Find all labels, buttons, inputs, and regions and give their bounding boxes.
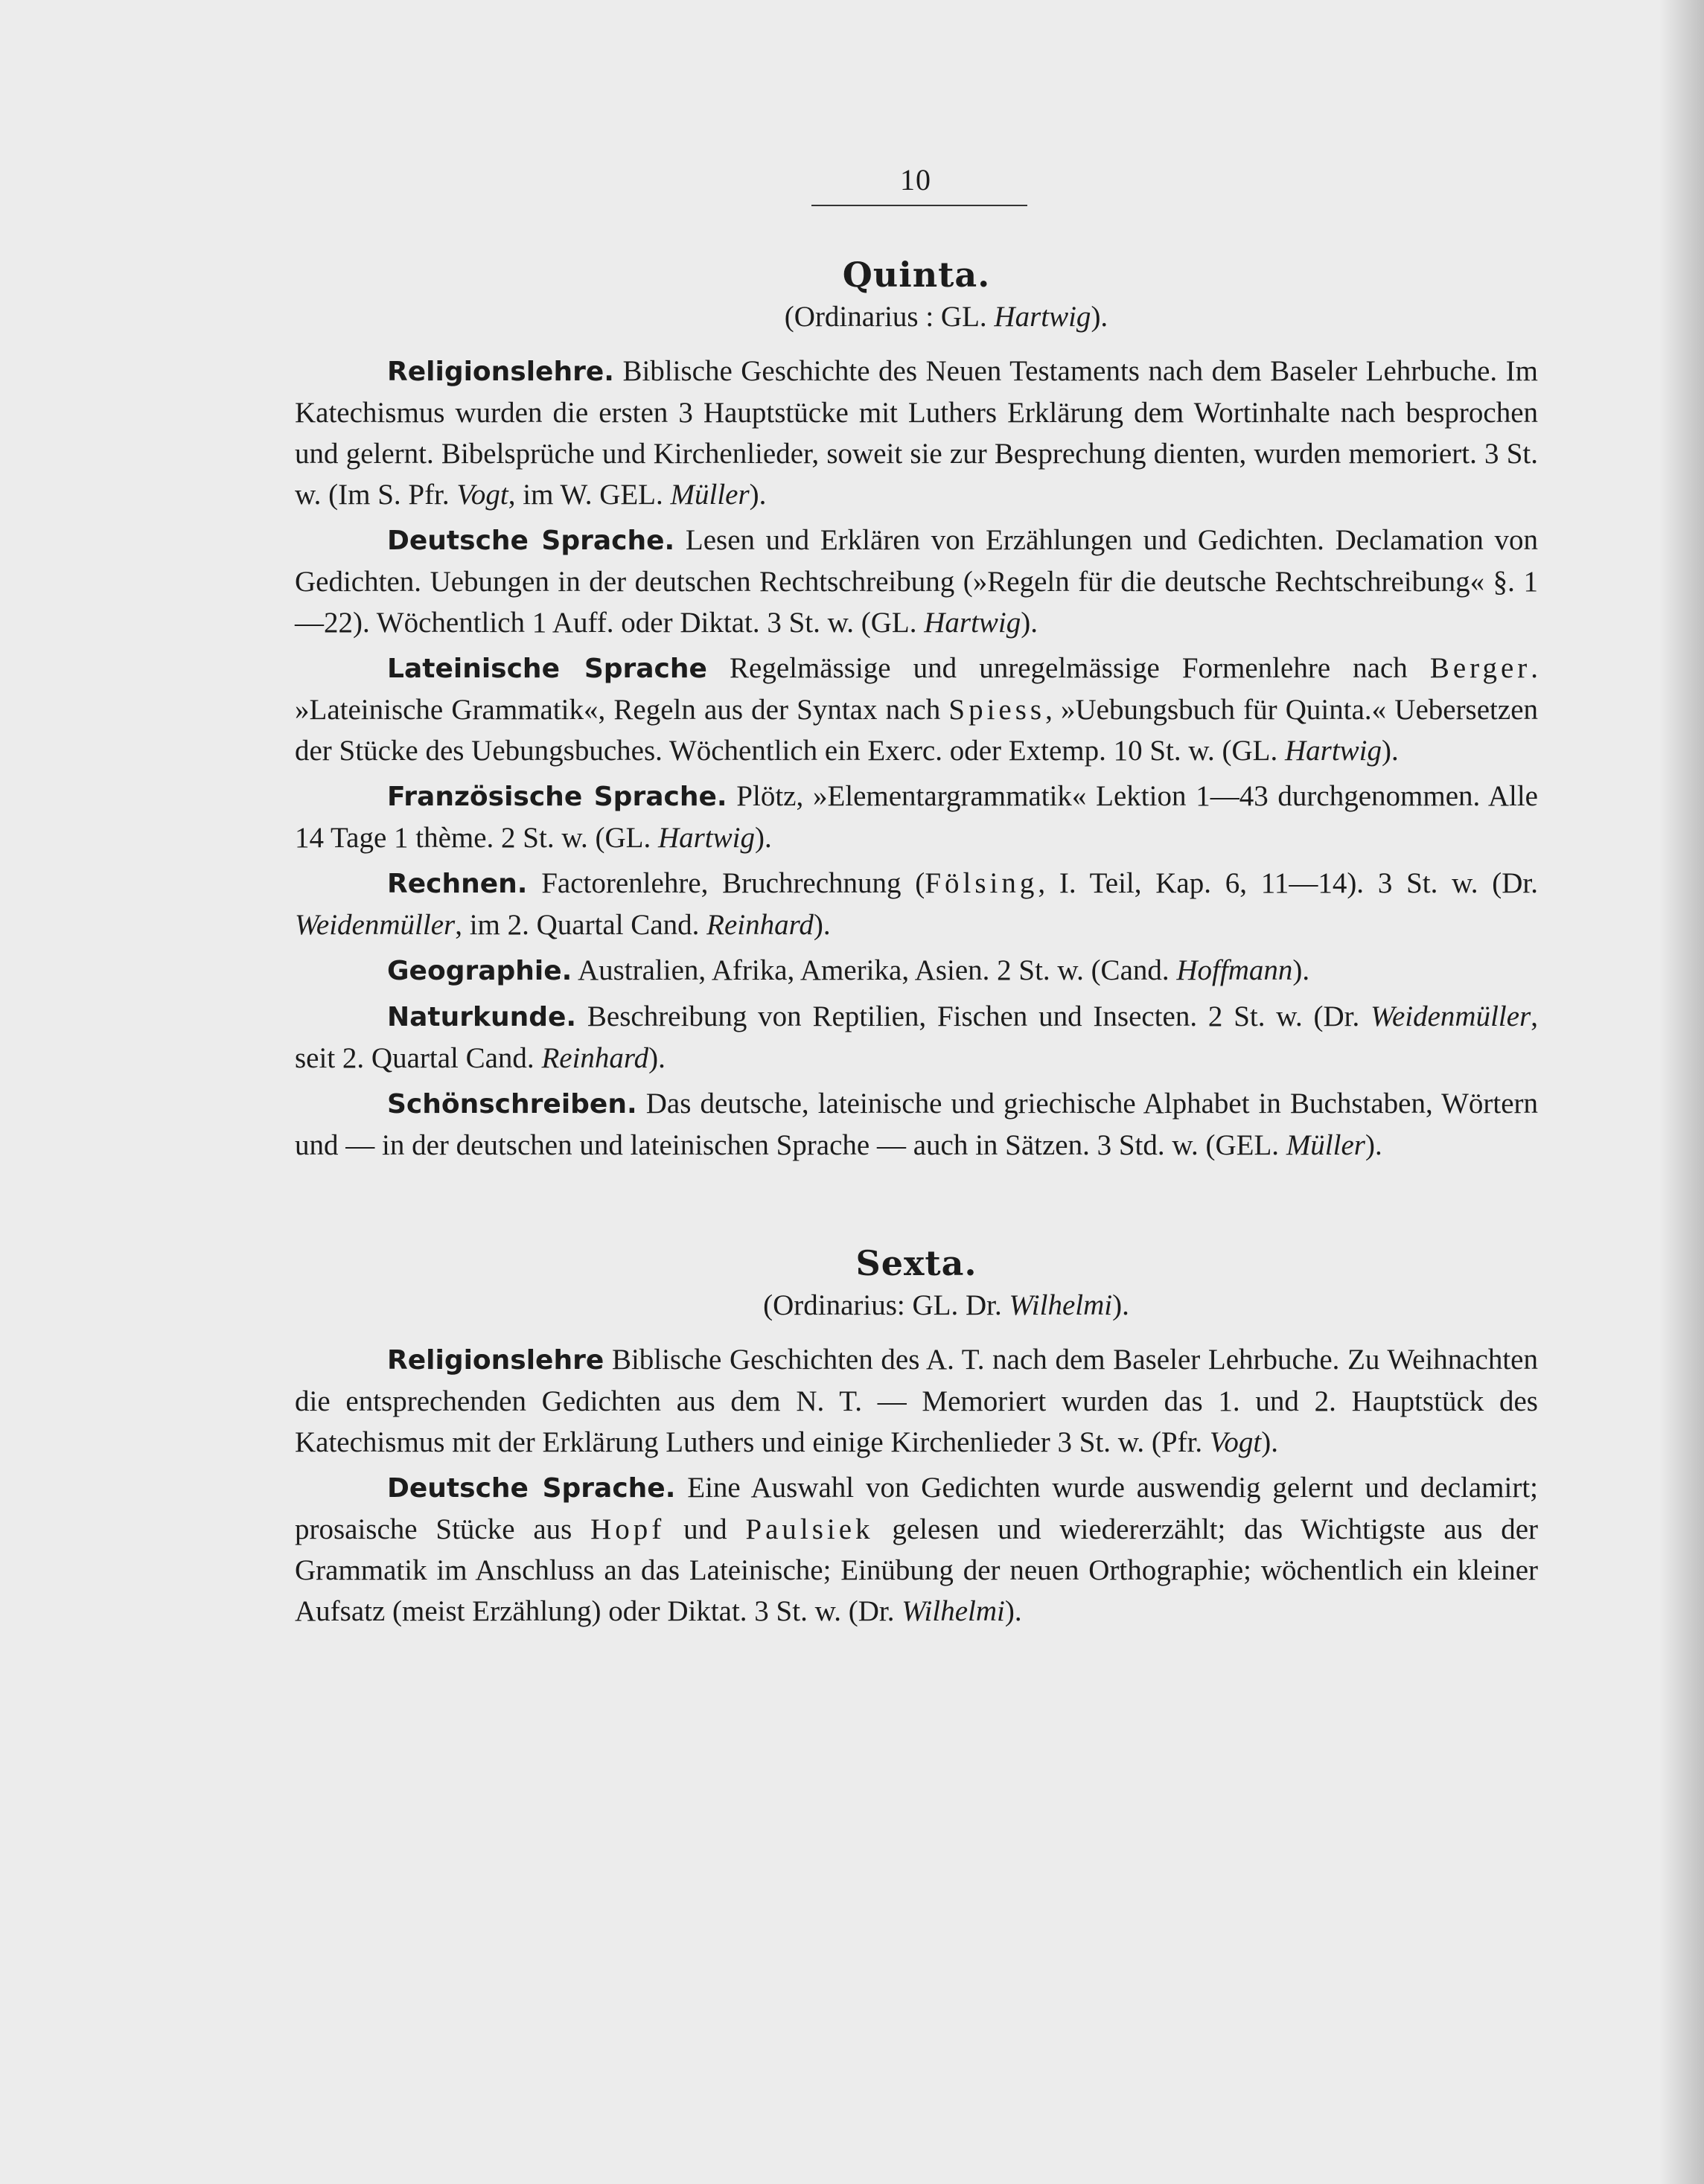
- paragraph-naturkunde: Naturkunde. Beschreibung von Reptilien, Fischen und Insecten. 2 St. w. (Dr. Weidenmüller, seit 2. Quartal Cand. Reinhard).: [295, 1000, 1538, 1074]
- section-quinta: [295, 253, 1538, 1166]
- topic-heading: Religionslehre: [387, 1345, 604, 1376]
- topic-heading: Geographie.: [387, 956, 572, 986]
- section-spacer: [295, 1170, 1538, 1242]
- topic-heading: Rechnen.: [387, 869, 528, 899]
- paragraph-deutsche-sprache: Deutsche Sprache. Eine Auswahl von Gedichten wurde auswendig gelernt und declamirt; prosaische Stücke aus Hopf und Paulsiek gelesen und wiedererzählt; das Wichtigste aus der Grammatik im Anschluss an das Lateinische; Einübung der neuen Orthographie; wöchentlich ein kleiner Aufsatz (meist Erzählung) oder Diktat. 3 St. w. (Dr. Wilhelmi).: [295, 1472, 1539, 1627]
- section-title-quinta: Quinta.: [842, 255, 991, 295]
- paragraph-rechnen: Rechnen. Factorenlehre, Bruchrechnung (Fölsing, I. Teil, Kap. 6, 11—14). 3 St. w. (Dr. Weidenmüller, im 2. Quartal Cand. Reinhard).: [295, 867, 1538, 941]
- section-sexta: [295, 1242, 1538, 1632]
- topic-heading: Schönschreiben.: [387, 1089, 637, 1120]
- paragraph-schoenschreiben: Schönschreiben. Das deutsche, lateinische und griechische Alphabet in Buchstaben, Wörtern und — in der deutschen und lateinischen Sprache — auch in Sätzen. 3 Std. w. (GEL. Müller).: [295, 1088, 1538, 1161]
- paragraph-religionslehre: Religionslehre Biblische Geschichten des A. T. nach dem Baseler Lehrbuche. Zu Weihnachten die entsprechenden Gedichten aus dem N. T. — Memoriert wurden das 1. und 2. Hauptstück des Katechismus mit der Erklärung Luthers und einige Kirchenlieder 3 St. w. (Pfr. Vogt).: [295, 1344, 1538, 1458]
- topic-heading: Französische Sprache.: [387, 782, 727, 812]
- page-number: 10: [900, 163, 931, 197]
- paragraph-deutsche-sprache: Deutsche Sprache. Lesen und Erklären von Erzählungen und Gedichten. Declamation von Gedichten. Uebungen in der deutschen Rechtschreibung (»Regeln für die deutsche Rechtschreibung« §. 1—22). Wöchentlich 1 Auff. oder Diktat. 3 St. w. (GL. Hartwig).: [295, 524, 1538, 639]
- topic-heading: Deutsche Sprache.: [387, 526, 675, 556]
- subtitle-quinta: (Ordinarius : GL. Hartwig).: [784, 301, 1108, 333]
- page-edge-shadow: [1659, 0, 1704, 2184]
- topic-heading: Lateinische Sprache: [387, 654, 707, 684]
- paragraph-geographie: Geographie. Australien, Afrika, Amerika, Asien. 2 St. w. (Cand. Hoffmann).: [387, 954, 1310, 986]
- section-title-sexta: Sexta.: [855, 1243, 977, 1283]
- topic-heading: Religionslehre.: [387, 357, 614, 387]
- paragraph-religionslehre: Religionslehre. Biblische Geschichte des Neuen Testaments nach dem Baseler Lehrbuche. Im Katechismus wurden die ersten 3 Hauptstücke mit Luthers Erklärung dem Wortinhalte nach besprochen und gelernt. Bibelsprüche und Kirchenlieder, soweit sie zur Besprechung dienten, wurden memoriert. 3 St. w. (Im S. Pfr. Vogt, im W. GEL. Müller).: [295, 355, 1538, 511]
- paragraph-lateinische-sprache: Lateinische Sprache Regelmässige und unregelmässige Formenlehre nach Berger. »Lateinische Grammatik«, Regeln aus der Syntax nach Spiess, »Uebungsbuch für Quinta.« Uebersetzen der Stücke des Uebungsbuches. Wöchentlich ein Exerc. oder Extemp. 10 St. w. (GL. Hartwig).: [295, 652, 1539, 767]
- topic-heading: Naturkunde.: [387, 1002, 577, 1032]
- page-content: [295, 253, 1538, 1636]
- topic-heading: Deutsche Sprache.: [387, 1473, 676, 1504]
- header-rule: [811, 205, 1027, 206]
- paragraph-franzoesische-sprache: Französische Sprache. Plötz, »Elementargrammatik« Lektion 1—43 durchgenommen. Alle 14 Tage 1 thème. 2 St. w. (GL. Hartwig).: [295, 780, 1538, 854]
- subtitle-sexta: (Ordinarius: GL. Dr. Wilhelmi).: [763, 1289, 1129, 1321]
